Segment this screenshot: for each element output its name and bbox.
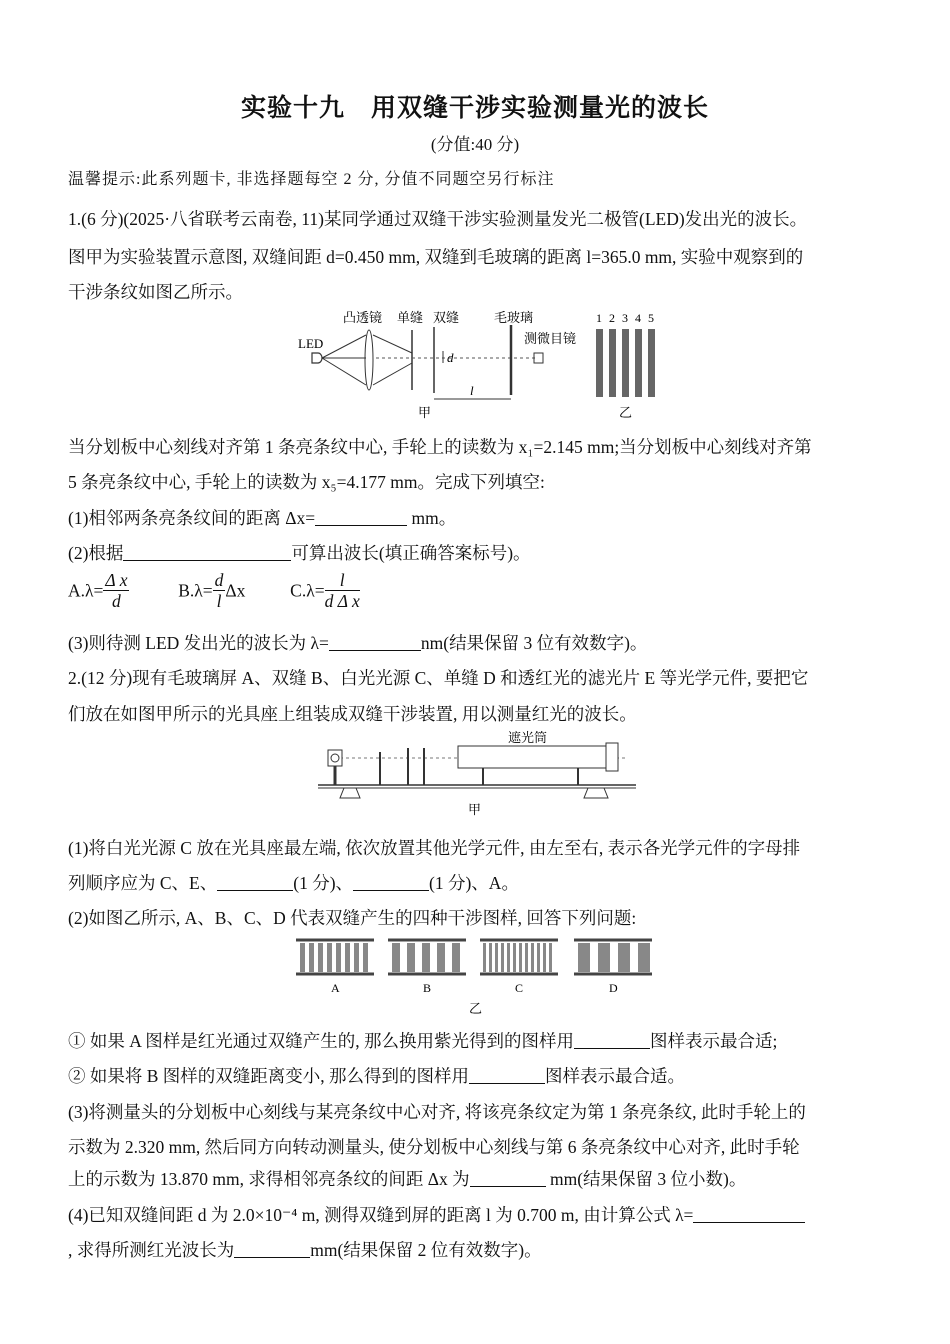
led-icon — [312, 353, 322, 363]
pattern-d-label: D — [609, 981, 618, 995]
lens-label: 凸透镜 — [343, 310, 383, 325]
fringe-num-1: 1 — [596, 311, 602, 325]
q1-part2-text: (2)根据 — [68, 543, 124, 563]
q1-intro-line2: 图甲为实验装置示意图, 双缝间距 d=0.450 mm, 双缝到毛玻璃的距离 l=365.0 mm, 实验中观察到的 — [68, 247, 804, 267]
q2-part4-line2 — [68, 1237, 542, 1262]
q2-part3-text: 上的示数为 13.870 mm, 求得相邻亮条纹的间距 Δx 为 — [68, 1169, 470, 1189]
double-slit-label: 双缝 — [433, 310, 460, 325]
q1-part3-text: (3)则待测 LED 发出光的波长为 λ= — [68, 633, 329, 653]
q1-reading-line2: 5 条亮条纹中心, 手轮上的读数为 x₅=4.177 mm。完成下列填空: — [68, 472, 545, 492]
screen-label: 毛玻璃 — [494, 310, 534, 325]
option-c[interactable] — [290, 570, 360, 611]
eyepiece-icon — [534, 353, 543, 363]
q2-part1-text: 列顺序应为 C、E、 — [68, 873, 218, 893]
option-b[interactable] — [178, 570, 250, 611]
q2-part1-blank1[interactable] — [217, 872, 293, 891]
q2-part3-blank[interactable] — [470, 1168, 546, 1187]
q2-part4-text2: , 求得所测红光波长为 — [68, 1240, 235, 1260]
option-a-denominator: d — [112, 591, 121, 611]
q1-part1-text: (1)相邻两条亮条纹间的距离 Δx= — [68, 508, 316, 528]
q2-sub1-text: ① 如果 A 图样是红光通过双缝产生的, 那么换用紫光得到的图样用 — [68, 1031, 575, 1051]
q2-part3-line3 — [68, 1166, 746, 1191]
focused-ray-top — [373, 335, 412, 353]
q1-part1-unit: mm。 — [407, 508, 457, 528]
bench-foot-left — [340, 788, 360, 798]
light-source-box — [328, 750, 342, 766]
option-b-prefix: B.λ= — [178, 580, 213, 600]
q1-apparatus-figure — [296, 305, 676, 423]
q1-part2 — [68, 540, 531, 565]
q2-sub1 — [68, 1028, 777, 1053]
q1-part1-blank[interactable] — [315, 507, 407, 526]
fringe-5 — [648, 329, 655, 397]
light-ray-top — [322, 335, 366, 358]
q2-optical-bench-figure — [318, 730, 638, 818]
pattern-c — [480, 940, 558, 974]
q2-part4-blank[interactable] — [234, 1239, 310, 1258]
pattern-d — [574, 940, 652, 974]
light-ray-bottom — [322, 358, 366, 385]
fringe-num-5: 5 — [648, 311, 654, 325]
fringe-num-3: 3 — [622, 311, 628, 325]
pattern-a — [296, 940, 374, 974]
q2-part4-formula-blank[interactable] — [693, 1204, 805, 1223]
option-a[interactable] — [68, 570, 134, 611]
q2-sub1-blank[interactable] — [574, 1030, 650, 1049]
fringe-3 — [622, 329, 629, 397]
q2-part1-blank2[interactable] — [353, 872, 429, 891]
page-title: 实验十九 用双缝干涉实验测量光的波长 — [240, 95, 709, 122]
fringe-1 — [596, 329, 603, 397]
measuring-head — [606, 743, 618, 771]
light-shield-tube — [458, 746, 608, 768]
fringe-num-4: 4 — [635, 311, 641, 325]
score-label: (分值:40 分) — [430, 135, 520, 154]
l-label: l — [470, 383, 474, 398]
q2-part3-tail: mm(结果保留 3 位小数)。 — [545, 1169, 747, 1189]
bench-foot-right — [584, 788, 608, 798]
q2-sub2-tail: 图样表示最合适。 — [545, 1066, 686, 1086]
q2-patterns-figure — [294, 936, 660, 1018]
figure-a-caption: 甲 — [418, 405, 432, 420]
q2-figure-b-caption: 乙 — [469, 1001, 483, 1016]
option-c-numerator: l — [325, 570, 360, 591]
q1-intro-line3: 干涉条纹如图乙所示。 — [68, 282, 243, 302]
q2-part4-line1 — [68, 1202, 805, 1227]
single-slit-label: 单缝 — [397, 310, 424, 325]
q2-sub2-blank[interactable] — [469, 1065, 545, 1084]
led-label: LED — [298, 336, 324, 351]
q1-reading-line1: 当分划板中心刻线对齐第 1 条亮条纹中心, 手轮上的读数为 x₁=2.145 mm;当分划板中心刻线对齐第 — [68, 437, 812, 457]
q2-part1-line1: (1)将白光光源 C 放在光具座最左端, 依次放置其他光学元件, 由左至右, 表示各光学元件的字母排 — [68, 838, 801, 858]
q1-part3 — [68, 630, 647, 655]
q2-intro-line1: 2.(12 分)现有毛玻璃屏 A、双缝 B、白光光源 C、单缝 D 和透红光的滤光片 E 等光学元件, 要把它 — [68, 668, 809, 688]
option-b-denominator: l — [216, 591, 222, 611]
option-c-fraction — [325, 570, 360, 611]
eyepiece-label: 测微目镜 — [524, 331, 577, 346]
pattern-c-label: C — [515, 981, 524, 995]
q2-intro-line2: 们放在如图甲所示的光具座上组装成双缝干涉装置, 用以测量红光的波长。 — [68, 704, 637, 724]
q2-part2: (2)如图乙所示, A、B、C、D 代表双缝产生的四种干涉图样, 回答下列问题: — [68, 908, 637, 928]
option-c-prefix: C.λ= — [290, 580, 325, 600]
q1-part3-blank[interactable] — [329, 632, 421, 651]
q1-part3-tail: nm(结果保留 3 位有效数字)。 — [420, 633, 648, 653]
convex-lens — [365, 330, 373, 390]
focused-ray-bottom — [373, 363, 412, 385]
q2-sub2-text: ② 如果将 B 图样的双缝距离变小, 那么得到的图样用 — [68, 1066, 470, 1086]
q2-part3-line1: (3)将测量头的分划板中心刻线与某亮条纹中心对齐, 将该亮条纹定为第 1 条亮条纹, 此时手轮上的 — [68, 1102, 806, 1122]
q1-part2-tail: 可算出波长(填正确答案标号)。 — [291, 543, 531, 563]
pattern-b-label: B — [423, 981, 432, 995]
q2-part1-line2 — [68, 870, 519, 895]
pattern-b — [388, 940, 466, 974]
q2-part4-tail: mm(结果保留 2 位有效数字)。 — [310, 1240, 542, 1260]
option-b-tail: Δx — [225, 580, 246, 600]
option-b-fraction — [213, 570, 226, 611]
q1-options — [68, 570, 360, 611]
q2-part1-mid: (1 分)、 — [293, 873, 354, 893]
q1-part2-blank[interactable] — [123, 542, 291, 561]
q2-part1-tail: (1 分)、A。 — [429, 873, 519, 893]
q1-intro-line1: 1.(6 分)(2025·八省联考云南卷, 11)某同学通过双缝干涉实验测量发光二极管(LED)发出光的波长。 — [68, 209, 808, 229]
q2-figure-a-caption: 甲 — [468, 802, 482, 817]
q2-part3-line2: 示数为 2.320 mm, 然后同方向转动测量头, 使分划板中心刻线与第 6 条亮条纹中心对齐, 此时手轮 — [68, 1137, 800, 1157]
option-a-numerator: Δ x — [105, 570, 128, 590]
q1-part1 — [68, 505, 456, 530]
light-shield-tube-label: 遮光筒 — [508, 730, 548, 745]
option-a-fraction — [103, 570, 129, 611]
q2-part4-text: (4)已知双缝间距 d 为 2.0×10⁻⁴ m, 测得双缝到屏的距离 l 为 0.700 m, 由计算公式 λ= — [68, 1205, 694, 1225]
tip-text: 温馨提示:此系列题卡, 非选择题每空 2 分, 分值不同题空另行标注 — [68, 171, 555, 188]
d-label: d — [447, 350, 454, 365]
fringe-num-2: 2 — [609, 311, 615, 325]
q2-sub2 — [68, 1063, 685, 1088]
q2-sub1-tail: 图样表示最合适; — [650, 1031, 778, 1051]
option-a-prefix: A.λ= — [68, 580, 104, 600]
pattern-a-label: A — [331, 981, 340, 995]
option-b-numerator: d — [214, 570, 224, 590]
figure-b-caption: 乙 — [619, 405, 633, 420]
fringe-4 — [635, 329, 642, 397]
option-c-denominator: d Δ x — [324, 591, 360, 611]
fringe-2 — [609, 329, 616, 397]
